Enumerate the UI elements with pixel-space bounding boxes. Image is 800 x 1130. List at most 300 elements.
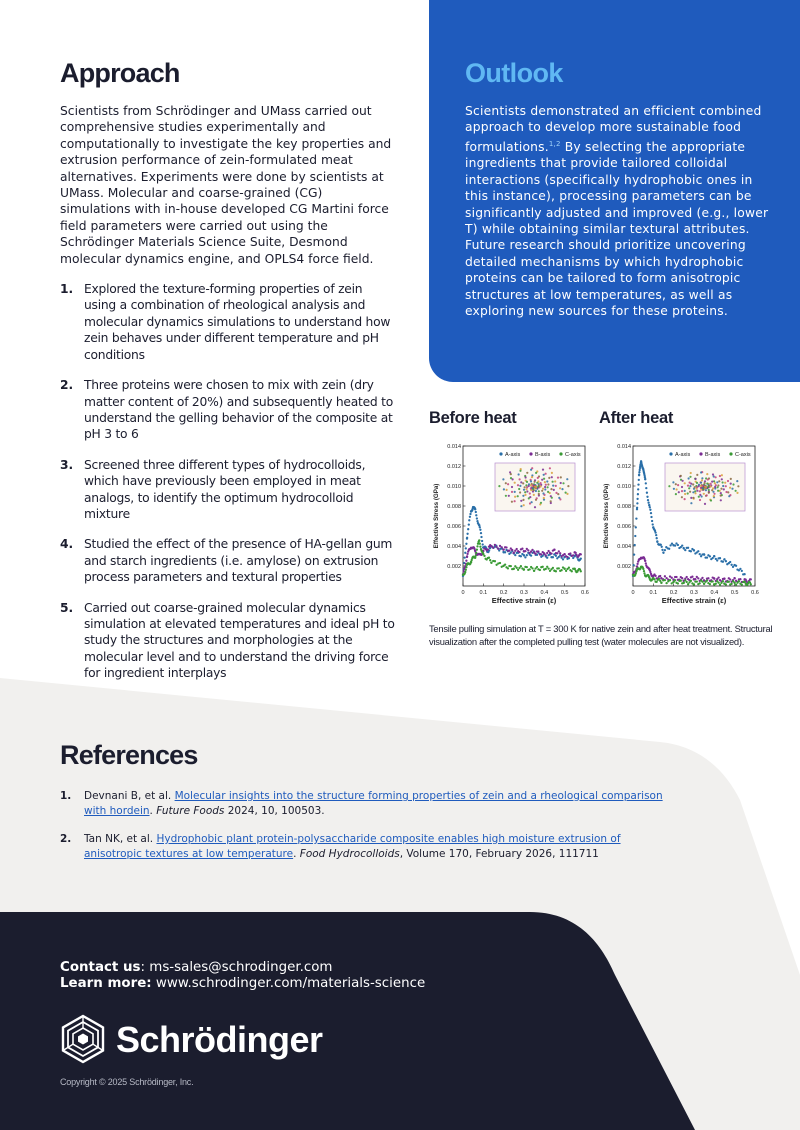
molecule-bead [566,493,568,495]
molecule-bead [547,483,549,485]
data-point [507,567,509,569]
data-point [653,578,655,580]
molecule-bead [705,489,707,491]
molecule-bead [546,480,548,482]
data-point [526,566,528,568]
molecule-bead [725,491,727,493]
molecule-bead [692,497,694,499]
data-point [504,551,506,553]
molecule-bead [536,497,538,499]
data-point [632,564,634,566]
data-point [655,534,657,536]
molecule-bead [695,478,697,480]
step-item [60,600,395,682]
data-point [508,550,510,552]
data-point [560,569,562,571]
molecule-bead [687,492,689,494]
references-list [60,789,680,862]
data-point [552,556,554,558]
data-point [651,520,653,522]
molecule-bead [676,488,678,490]
molecule-bead [514,500,516,502]
y-axis-label: Effective Stress (GPa) [433,483,440,549]
molecule-bead [559,487,561,489]
data-point [504,563,506,565]
molecule-bead [525,484,527,486]
copyright-text: Copyright © 2025 Schrödinger, Inc. [60,1077,194,1087]
molecule-bead [525,476,527,478]
molecule-bead [722,481,724,483]
molecule-bead [712,473,714,475]
data-point [542,566,544,568]
data-point [647,502,649,504]
data-point [739,578,741,580]
data-point [750,578,752,580]
data-point [696,580,698,582]
data-point [637,483,639,485]
data-point [729,561,731,563]
legend-label: C-axis [565,452,581,458]
data-point [540,553,542,555]
data-point [690,550,692,552]
data-point [661,549,663,551]
data-point [476,545,478,547]
molecule-bead [689,482,691,484]
y-tick-label: 0.010 [447,484,461,490]
data-point [564,568,566,570]
data-point [558,567,560,569]
x-tick-label: 0 [461,590,465,596]
outlook-text-rest: By selecting the appropriate ingredients that provide tailored colloidal interactions (specifically hydrophobic ones in this instance), processing parameters can be significantly adjusted and improved (e.g., lower T) while obtaining similar textural attributes. Future research should prioritize uncovering detailed mechanisms by which hydrophobic proteins can be tailored to form anisotropic structures at low temperatures, as well as exploring new sources for these proteins. [465,139,769,318]
data-point [637,493,639,495]
legend-label: B-axis [705,452,721,458]
data-point [656,537,658,539]
data-point [550,552,552,554]
data-point [634,535,636,537]
data-point [735,584,737,586]
molecule-bead [677,484,679,486]
molecule-bead [528,485,530,487]
x-axis-label: Effective strain (ε) [491,596,557,605]
molecule-bead [506,489,508,491]
molecule-bead [696,474,698,476]
molecule-bead [552,481,554,483]
molecule-bead [520,481,522,483]
data-point [476,517,478,519]
reference-journal: Future Foods [156,805,225,817]
molecule-bead [530,480,532,482]
data-point [466,555,468,557]
data-point [706,556,708,558]
molecule-bead [690,502,692,504]
data-point [490,562,492,564]
data-point [480,532,482,534]
x-axis-label: Effective strain (ε) [661,596,727,605]
y-tick-label: 0.008 [617,504,631,510]
data-point [465,560,467,562]
data-point [645,562,647,564]
data-point [674,579,676,581]
molecule-bead [687,485,689,487]
molecule-bead [699,494,701,496]
y-tick-label: 0.006 [447,524,461,530]
approach-title: Approach [60,58,180,88]
molecule-bead [498,485,500,487]
molecule-bead [728,495,730,497]
data-point [523,568,525,570]
learn-more-label: Learn more: [60,976,152,992]
reference-link[interactable]: Molecular insights into the structure forming properties of zein and a rheological comparison with hordein [84,790,663,817]
y-tick-label: 0.008 [447,504,461,510]
data-point [481,540,483,542]
molecule-bead [542,492,544,494]
data-point [719,584,721,586]
molecule-bead [505,495,507,497]
molecule-bead [526,490,528,492]
data-point [699,582,701,584]
y-tick-label: 0.014 [617,444,631,450]
data-point [516,567,518,569]
molecule-bead [550,488,552,490]
step-item [60,457,395,523]
molecule-bead [540,502,542,504]
data-point [652,523,654,525]
molecule-bead [530,484,532,486]
molecule-bead [543,478,545,480]
data-point [468,523,470,525]
data-point [533,570,535,572]
molecule-bead [526,481,528,483]
molecule-bead [522,482,524,484]
molecule-bead [517,495,519,497]
data-point [703,583,705,585]
data-point [547,550,549,552]
data-point [518,551,520,553]
outlook-title: Outlook [465,58,563,88]
molecule-bead [675,483,677,485]
molecule-bead [565,492,567,494]
data-point [546,557,548,559]
data-point [516,548,518,550]
data-point [636,502,638,504]
y-tick-label: 0.006 [617,524,631,530]
data-point [668,548,670,550]
data-point [709,555,711,557]
molecule-bead [545,473,547,475]
molecule-bead [519,485,521,487]
molecule-bead [688,477,690,479]
molecule-bead [735,490,737,492]
data-point [483,555,485,557]
approach-steps [60,281,395,682]
molecule-bead [736,492,738,494]
molecule-bead [522,495,524,497]
molecule-bead [689,491,691,493]
molecule-bead [505,482,507,484]
data-point [466,553,468,555]
molecule-bead [680,475,682,477]
molecule-bead [567,485,569,487]
approach-section [60,56,395,696]
molecule-bead [518,473,520,475]
data-point [712,580,714,582]
molecule-bead [721,474,723,476]
molecule-bead [688,487,690,489]
contact-line [60,960,425,976]
data-point [738,580,740,582]
molecule-bead [698,496,700,498]
data-point [660,582,662,584]
molecule-bead [538,490,540,492]
molecule-bead [534,481,536,483]
molecule-bead [668,485,670,487]
data-point [510,565,512,567]
molecule-bead [542,469,544,471]
data-point [479,526,481,528]
molecule-bead [696,482,698,484]
molecule-bead [672,481,674,483]
data-point [565,570,567,572]
molecule-bead [720,488,722,490]
molecule-bead [704,503,706,505]
x-tick-label: 0.1 [479,590,488,596]
molecule-bead [566,478,568,480]
data-point [553,549,555,551]
molecule-bead [523,504,525,506]
outlook-text-main: Scientists demonstrated an efficient combined approach to develop more sustainable food formulations. [465,104,762,154]
reference-details: 2024, 10, 100503. [224,805,325,817]
data-point [503,548,505,550]
molecule-bead [713,475,715,477]
x-tick-label: 0.2 [669,590,678,596]
data-point [743,573,745,575]
molecule-bead [529,496,531,498]
data-point [523,554,525,556]
data-point [571,570,573,572]
molecule-bead [535,490,537,492]
x-tick-label: 0.1 [649,590,658,596]
data-point [513,552,515,554]
data-point [664,575,666,577]
molecule-bead [681,490,683,492]
data-point [475,511,477,513]
data-point [536,566,538,568]
molecule-bead [716,481,718,483]
step-item [60,536,395,585]
x-tick-label: 0.3 [520,590,528,596]
data-point [476,548,478,550]
molecule-bead [554,480,556,482]
data-point [697,550,699,552]
step-number: 4. [60,537,74,552]
legend-label: A-axis [505,452,521,458]
data-point [488,557,490,559]
molecule-bead [720,495,722,497]
legend-marker [699,452,702,455]
data-point [730,583,732,585]
molecule-bead [689,485,691,487]
molecule-bead [723,488,725,490]
data-point [669,579,671,581]
data-point [524,550,526,552]
data-point [487,548,489,550]
data-point [465,566,467,568]
reference-number: 1. [60,790,72,802]
data-point [526,554,528,556]
x-tick-label: 0.5 [730,590,739,596]
molecule-bead [547,491,549,493]
legend-label: C-axis [735,452,751,458]
x-tick-label: 0.3 [690,590,698,596]
molecule-bead [543,474,545,476]
molecule-bead [508,495,510,497]
molecule-bead [550,495,552,497]
molecule-bead [511,501,513,503]
molecule-bead [520,500,522,502]
x-tick-label: 0.5 [560,590,569,596]
data-point [650,512,652,514]
data-point [530,554,532,556]
data-point [719,557,721,559]
data-point [475,554,477,556]
molecule-bead [558,497,560,499]
data-point [468,519,470,521]
data-point [464,571,466,573]
molecule-bead [712,487,714,489]
data-point [647,499,649,501]
molecule-bead [700,485,702,487]
molecule-bead [731,488,733,490]
data-point [524,556,526,558]
molecule-bead [682,480,684,482]
data-point [638,473,640,475]
molecule-bead [555,485,557,487]
data-point [555,555,557,557]
data-point [734,577,736,579]
molecule-bead [541,490,543,492]
legend-label: B-axis [535,452,551,458]
x-tick-label: 0.4 [540,590,549,596]
data-point [642,568,644,570]
molecule-bead [698,485,700,487]
molecule-bead [706,473,708,475]
data-point [639,469,641,471]
x-tick-label: 0.4 [710,590,719,596]
molecule-bead [700,471,702,473]
molecule-bead [678,491,680,493]
molecule-bead [507,483,509,485]
molecule-bead [537,486,539,488]
data-point [479,529,481,531]
data-point [497,548,499,550]
data-point [464,556,466,558]
data-point [514,554,516,556]
molecule-bead [537,477,539,479]
data-point [739,568,741,570]
data-point [722,580,724,582]
molecule-bead [551,476,553,478]
data-point [633,553,635,555]
molecule-bead [708,489,710,491]
molecule-bead [720,492,722,494]
structure-inset [495,463,575,511]
data-point [474,508,476,510]
molecule-bead [736,480,738,482]
data-point [517,569,519,571]
data-point [681,577,683,579]
molecule-bead [519,478,521,480]
data-point [489,559,491,561]
molecule-bead [724,482,726,484]
data-point [650,516,652,518]
data-point [510,552,512,554]
data-point [664,579,666,581]
molecule-bead [684,498,686,500]
contact-email[interactable]: : ms-sales@schrodinger.com [140,960,333,975]
x-tick-label: 0 [631,590,635,596]
molecule-bead [714,486,716,488]
step-text: Explored the texture-forming properties of zein using a combination of rheological analysis and molecular dynamics simulations to understand how zein behaves under different temperature and pH conditions [84,282,391,362]
y-tick-label: 0.014 [447,444,461,450]
data-point [580,553,582,555]
learn-more-url[interactable]: www.schrodinger.com/materials-science [151,976,426,992]
data-point [677,582,679,584]
molecule-bead [730,478,732,480]
reference-item: 1. Devnani B, et al. Molecular insights into the structure forming properties of zein and a rheological comparison with hordein. Future Foods 2024, 10, 100503. [60,790,663,817]
reference-link[interactable]: Hydrophobic plant protein-polysaccharide composite enables high moisture extrusion of anisotropic textures at low temperature [84,833,621,860]
molecule-bead [720,499,722,501]
molecule-bead [524,486,526,488]
data-point [636,507,638,509]
step-number: 2. [60,378,74,393]
molecule-bead [717,486,719,488]
molecule-bead [696,490,698,492]
data-point [474,557,476,559]
data-point [480,536,482,538]
molecule-bead [510,473,512,475]
data-point [534,553,536,555]
data-point [741,583,743,585]
data-point [723,578,725,580]
data-point [716,559,718,561]
data-point [635,517,637,519]
data-point [725,583,727,585]
molecule-bead [534,486,536,488]
reference-authors: Tan NK, et al. [84,833,157,845]
molecule-bead [514,496,516,498]
molecule-bead [713,495,715,497]
data-point [537,550,539,552]
data-point [545,554,547,556]
data-point [699,553,701,555]
molecule-bead [514,482,516,484]
data-point [662,552,664,554]
legend-marker [529,452,532,455]
molecule-bead [555,492,557,494]
molecule-bead [692,483,694,485]
data-point [683,581,685,583]
data-point [660,544,662,546]
data-point [475,514,477,516]
data-point [505,546,507,548]
molecule-bead [557,493,559,495]
y-axis-label: Effective Stress (GPa) [603,483,610,549]
outlook-text [465,103,773,319]
molecule-bead [503,488,505,490]
data-point [580,570,582,572]
molecule-bead [549,467,551,469]
legend-label: A-axis [675,452,691,458]
